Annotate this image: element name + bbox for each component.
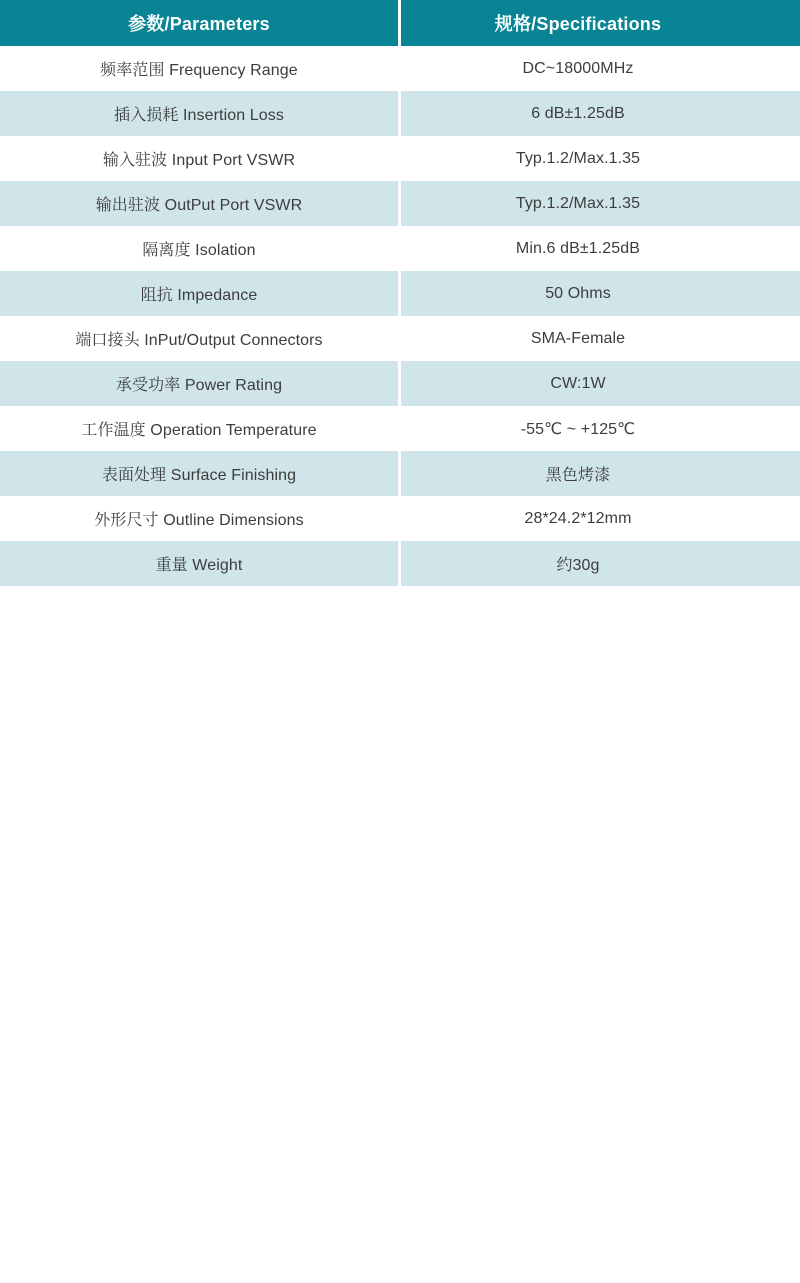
specification-cell: SMA-Female — [530, 329, 626, 347]
table-row — [0, 181, 800, 226]
specification-cell: 50 Ohms — [401, 271, 800, 316]
parameter-cell: 插入损耗 Insertion Loss — [0, 91, 398, 136]
table-row — [0, 496, 800, 541]
parameter-cell: 端口接头 InPut/Output Connectors — [75, 332, 323, 349]
specification-cell: Typ.1.2/Max.1.35 — [401, 181, 800, 226]
table-row — [0, 136, 800, 181]
specification-cell: CW:1W — [401, 361, 800, 406]
parameter-cell: 表面处理 Surface Finishing — [0, 451, 398, 496]
header-parameters: 参数/Parameters — [0, 0, 398, 46]
specification-cell: DC~18000MHz — [522, 59, 634, 77]
table-row — [0, 316, 800, 361]
specifications-table — [0, 0, 800, 586]
table-row — [0, 406, 800, 451]
table-row — [0, 361, 800, 406]
specification-cell: -55℃ ~ +125℃ — [520, 420, 636, 438]
table-row — [0, 226, 800, 271]
parameter-cell: 输入驻波 Input Port VSWR — [102, 152, 296, 169]
table-row — [0, 91, 800, 136]
table-row — [0, 451, 800, 496]
specification-cell: 黑色烤漆 — [401, 451, 800, 496]
specification-cell: Min.6 dB±1.25dB — [515, 239, 641, 257]
parameter-cell: 阻抗 Impedance — [0, 271, 398, 316]
parameter-cell: 承受功率 Power Rating — [0, 361, 398, 406]
parameter-cell: 重量 Weight — [0, 541, 398, 586]
table-row — [0, 541, 800, 586]
specification-cell: 6 dB±1.25dB — [401, 91, 800, 136]
specification-cell: Typ.1.2/Max.1.35 — [515, 149, 641, 167]
specification-cell: 28*24.2*12mm — [524, 509, 632, 527]
table-header-row — [0, 0, 800, 46]
table-row — [0, 46, 800, 91]
parameter-cell: 频率范围 Frequency Range — [100, 62, 298, 79]
header-specifications: 规格/Specifications — [401, 0, 800, 46]
parameter-cell: 隔离度 Isolation — [142, 242, 256, 259]
specification-cell: 约30g — [401, 541, 800, 586]
parameter-cell: 外形尺寸 Outline Dimensions — [94, 512, 304, 529]
parameter-cell: 工作温度 Operation Temperature — [81, 422, 317, 439]
table-row — [0, 271, 800, 316]
parameter-cell: 输出驻波 OutPut Port VSWR — [0, 181, 398, 226]
